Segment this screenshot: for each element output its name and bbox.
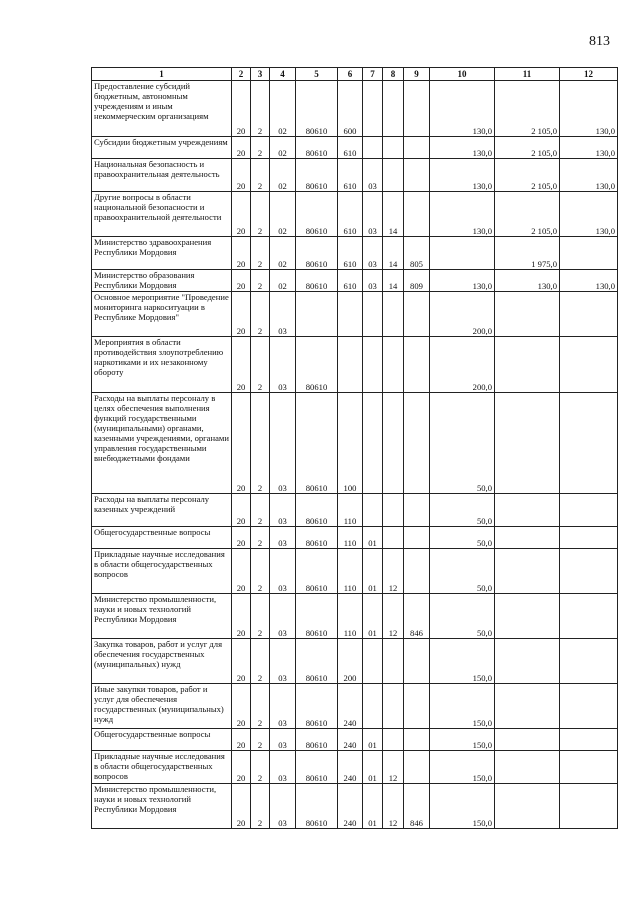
code-cell: 610: [338, 270, 363, 292]
amount-cell: [495, 639, 560, 684]
amount-cell: 150,0: [430, 684, 495, 729]
amount-cell: 50,0: [430, 393, 495, 494]
row-name-cell: Предоставление субсидий бюджетным, автономным учреждениям и иным некоммерческим организациям: [92, 81, 232, 137]
column-header: 8: [383, 68, 404, 81]
code-cell: 01: [363, 549, 383, 594]
code-cell: [383, 729, 404, 751]
code-cell: 80610: [296, 549, 338, 594]
column-header: 2: [232, 68, 251, 81]
code-cell: [363, 81, 383, 137]
code-cell: [363, 684, 383, 729]
column-header: 7: [363, 68, 383, 81]
code-cell: 80610: [296, 729, 338, 751]
code-cell: 80610: [296, 159, 338, 192]
code-cell: [404, 137, 430, 159]
code-cell: [404, 337, 430, 393]
code-cell: 03: [363, 270, 383, 292]
table-row: [92, 292, 618, 337]
code-cell: 846: [404, 784, 430, 829]
code-cell: [404, 684, 430, 729]
amount-cell: [560, 784, 618, 829]
table-row: [92, 159, 618, 192]
code-cell: 01: [363, 594, 383, 639]
code-cell: [383, 137, 404, 159]
code-cell: 20: [232, 684, 251, 729]
code-cell: 20: [232, 549, 251, 594]
code-cell: 2: [251, 784, 270, 829]
column-header: 3: [251, 68, 270, 81]
amount-cell: 150,0: [430, 639, 495, 684]
code-cell: 2: [251, 292, 270, 337]
code-cell: 12: [383, 751, 404, 784]
amount-cell: 1 975,0: [495, 237, 560, 270]
code-cell: 610: [338, 237, 363, 270]
code-cell: 03: [270, 527, 296, 549]
code-cell: 12: [383, 784, 404, 829]
code-cell: 03: [363, 192, 383, 237]
code-cell: 01: [363, 527, 383, 549]
amount-cell: [495, 684, 560, 729]
code-cell: 20: [232, 192, 251, 237]
table-row: [92, 192, 618, 237]
code-cell: 03: [270, 639, 296, 684]
code-cell: 2: [251, 393, 270, 494]
code-cell: 110: [338, 494, 363, 527]
code-cell: [363, 337, 383, 393]
amount-cell: 200,0: [430, 292, 495, 337]
code-cell: 2: [251, 192, 270, 237]
code-cell: [404, 549, 430, 594]
code-cell: 02: [270, 237, 296, 270]
code-cell: 240: [338, 751, 363, 784]
amount-cell: 130,0: [430, 270, 495, 292]
amount-cell: [495, 594, 560, 639]
amount-cell: 2 105,0: [495, 159, 560, 192]
code-cell: 12: [383, 594, 404, 639]
code-cell: 03: [270, 751, 296, 784]
row-name-cell: Основное мероприятие "Проведение мониторинга наркоситуации в Республике Мордовия": [92, 292, 232, 337]
code-cell: 110: [338, 549, 363, 594]
table-row: [92, 527, 618, 549]
table-row: [92, 639, 618, 684]
code-cell: 100: [338, 393, 363, 494]
amount-cell: 150,0: [430, 784, 495, 829]
code-cell: 14: [383, 270, 404, 292]
amount-cell: 150,0: [430, 729, 495, 751]
amount-cell: [560, 494, 618, 527]
code-cell: 80610: [296, 393, 338, 494]
code-cell: [404, 292, 430, 337]
code-cell: [363, 639, 383, 684]
code-cell: 2: [251, 270, 270, 292]
code-cell: 14: [383, 237, 404, 270]
code-cell: 01: [363, 751, 383, 784]
amount-cell: 130,0: [430, 159, 495, 192]
code-cell: 03: [270, 784, 296, 829]
row-name-cell: Прикладные научные исследования в области общегосударственных вопросов: [92, 751, 232, 784]
code-cell: 2: [251, 337, 270, 393]
code-cell: 80610: [296, 684, 338, 729]
code-cell: 610: [338, 137, 363, 159]
code-cell: [383, 292, 404, 337]
table-row: [92, 393, 618, 494]
amount-cell: 2 105,0: [495, 137, 560, 159]
code-cell: [404, 81, 430, 137]
code-cell: [404, 159, 430, 192]
code-cell: 2: [251, 137, 270, 159]
amount-cell: 130,0: [430, 81, 495, 137]
table-row: [92, 729, 618, 751]
row-name-cell: Мероприятия в области противодействия злоупотреблению наркотиками и их незаконному обороту: [92, 337, 232, 393]
amount-cell: 130,0: [560, 81, 618, 137]
amount-cell: 2 105,0: [495, 81, 560, 137]
code-cell: [383, 684, 404, 729]
amount-cell: [560, 292, 618, 337]
code-cell: 20: [232, 784, 251, 829]
code-cell: 03: [270, 393, 296, 494]
amount-cell: [495, 729, 560, 751]
row-name-cell: Министерство образования Республики Мордовия: [92, 270, 232, 292]
code-cell: 610: [338, 159, 363, 192]
column-header: 9: [404, 68, 430, 81]
code-cell: [383, 527, 404, 549]
row-name-cell: Иные закупки товаров, работ и услуг для обеспечения государственных (муниципальных) нужд: [92, 684, 232, 729]
code-cell: 80610: [296, 137, 338, 159]
amount-cell: [430, 237, 495, 270]
code-cell: [383, 81, 404, 137]
code-cell: 20: [232, 527, 251, 549]
code-cell: [404, 527, 430, 549]
code-cell: 20: [232, 81, 251, 137]
row-name-cell: Расходы на выплаты персоналу в целях обеспечения выполнения функций государственными (муниципальными) органами, казенными учреждениями, органами управления государственными внебюджетными фондами: [92, 393, 232, 494]
row-name-cell: Министерство промышленности, науки и новых технологий Республики Мордовия: [92, 784, 232, 829]
code-cell: 02: [270, 159, 296, 192]
code-cell: 2: [251, 527, 270, 549]
code-cell: 2: [251, 751, 270, 784]
amount-cell: 50,0: [430, 594, 495, 639]
amount-cell: [560, 639, 618, 684]
code-cell: 02: [270, 270, 296, 292]
amount-cell: 130,0: [560, 159, 618, 192]
code-cell: 20: [232, 337, 251, 393]
code-cell: [363, 137, 383, 159]
code-cell: [338, 337, 363, 393]
amount-cell: 2 105,0: [495, 192, 560, 237]
amount-cell: [560, 527, 618, 549]
code-cell: 2: [251, 237, 270, 270]
code-cell: 03: [363, 159, 383, 192]
table-row: [92, 137, 618, 159]
table-header-row: [92, 68, 618, 81]
amount-cell: 130,0: [560, 192, 618, 237]
column-header: 6: [338, 68, 363, 81]
code-cell: 805: [404, 237, 430, 270]
code-cell: [404, 729, 430, 751]
code-cell: 200: [338, 639, 363, 684]
code-cell: 809: [404, 270, 430, 292]
code-cell: 03: [270, 549, 296, 594]
column-header: 10: [430, 68, 495, 81]
code-cell: 20: [232, 729, 251, 751]
table-row: [92, 81, 618, 137]
code-cell: 03: [270, 292, 296, 337]
column-header: 5: [296, 68, 338, 81]
code-cell: 80610: [296, 337, 338, 393]
code-cell: [383, 393, 404, 494]
code-cell: 80610: [296, 81, 338, 137]
code-cell: 80610: [296, 751, 338, 784]
amount-cell: [495, 494, 560, 527]
code-cell: 600: [338, 81, 363, 137]
amount-cell: [560, 729, 618, 751]
code-cell: 80610: [296, 639, 338, 684]
amount-cell: 130,0: [495, 270, 560, 292]
code-cell: [363, 292, 383, 337]
row-name-cell: Министерство здравоохранения Республики Мордовия: [92, 237, 232, 270]
amount-cell: [495, 527, 560, 549]
code-cell: 2: [251, 639, 270, 684]
code-cell: 03: [270, 494, 296, 527]
amount-cell: [495, 393, 560, 494]
amount-cell: 130,0: [560, 137, 618, 159]
code-cell: 03: [270, 594, 296, 639]
table-row: [92, 784, 618, 829]
code-cell: [404, 393, 430, 494]
table-row: [92, 270, 618, 292]
code-cell: [383, 159, 404, 192]
amount-cell: [495, 751, 560, 784]
code-cell: 02: [270, 81, 296, 137]
code-cell: 80610: [296, 237, 338, 270]
column-header: 4: [270, 68, 296, 81]
amount-cell: [560, 684, 618, 729]
table-row: [92, 549, 618, 594]
amount-cell: [560, 751, 618, 784]
column-header: 1: [92, 68, 232, 81]
table-body: [92, 81, 618, 829]
row-name-cell: Закупка товаров, работ и услуг для обеспечения государственных (муниципальных) нужд: [92, 639, 232, 684]
code-cell: 846: [404, 594, 430, 639]
code-cell: [383, 494, 404, 527]
code-cell: 80610: [296, 594, 338, 639]
code-cell: 20: [232, 137, 251, 159]
code-cell: 03: [363, 237, 383, 270]
code-cell: [296, 292, 338, 337]
code-cell: 20: [232, 292, 251, 337]
code-cell: 01: [363, 729, 383, 751]
code-cell: 240: [338, 729, 363, 751]
amount-cell: [560, 393, 618, 494]
amount-cell: [495, 337, 560, 393]
code-cell: 20: [232, 270, 251, 292]
code-cell: 80610: [296, 784, 338, 829]
code-cell: 20: [232, 594, 251, 639]
code-cell: 2: [251, 81, 270, 137]
row-name-cell: Субсидии бюджетным учреждениям: [92, 137, 232, 159]
row-name-cell: Прикладные научные исследования в области общегосударственных вопросов: [92, 549, 232, 594]
amount-cell: 130,0: [560, 270, 618, 292]
code-cell: 20: [232, 639, 251, 684]
amount-cell: 50,0: [430, 549, 495, 594]
code-cell: 02: [270, 192, 296, 237]
code-cell: 20: [232, 393, 251, 494]
row-name-cell: Общегосударственные вопросы: [92, 527, 232, 549]
amount-cell: 50,0: [430, 494, 495, 527]
column-header: 11: [495, 68, 560, 81]
code-cell: [383, 639, 404, 684]
row-name-cell: Расходы на выплаты персоналу казенных учреждений: [92, 494, 232, 527]
code-cell: [363, 393, 383, 494]
code-cell: [404, 751, 430, 784]
code-cell: 03: [270, 729, 296, 751]
table-row: [92, 684, 618, 729]
table-row: [92, 237, 618, 270]
code-cell: 20: [232, 159, 251, 192]
code-cell: 20: [232, 494, 251, 527]
code-cell: 2: [251, 494, 270, 527]
table-row: [92, 594, 618, 639]
code-cell: [383, 337, 404, 393]
code-cell: 2: [251, 594, 270, 639]
code-cell: 02: [270, 137, 296, 159]
budget-table: [91, 67, 618, 829]
table-row: [92, 751, 618, 784]
amount-cell: [495, 292, 560, 337]
code-cell: 110: [338, 527, 363, 549]
amount-cell: 50,0: [430, 527, 495, 549]
code-cell: 610: [338, 192, 363, 237]
code-cell: 2: [251, 159, 270, 192]
code-cell: 240: [338, 684, 363, 729]
code-cell: 110: [338, 594, 363, 639]
table-row: [92, 494, 618, 527]
row-name-cell: Другие вопросы в области национальной безопасности и правоохранительной деятельности: [92, 192, 232, 237]
row-name-cell: Национальная безопасность и правоохранительная деятельность: [92, 159, 232, 192]
page-number: 813: [589, 34, 610, 49]
code-cell: 03: [270, 684, 296, 729]
code-cell: [404, 494, 430, 527]
code-cell: 01: [363, 784, 383, 829]
code-cell: 2: [251, 684, 270, 729]
code-cell: 2: [251, 729, 270, 751]
code-cell: 240: [338, 784, 363, 829]
code-cell: 20: [232, 751, 251, 784]
code-cell: 12: [383, 549, 404, 594]
code-cell: [363, 494, 383, 527]
amount-cell: [560, 337, 618, 393]
code-cell: 14: [383, 192, 404, 237]
amount-cell: [560, 237, 618, 270]
table-row: [92, 337, 618, 393]
amount-cell: [560, 549, 618, 594]
code-cell: 03: [270, 337, 296, 393]
amount-cell: [560, 594, 618, 639]
code-cell: 20: [232, 237, 251, 270]
code-cell: 80610: [296, 494, 338, 527]
code-cell: 80610: [296, 527, 338, 549]
amount-cell: 150,0: [430, 751, 495, 784]
amount-cell: 130,0: [430, 137, 495, 159]
code-cell: [404, 192, 430, 237]
code-cell: 2: [251, 549, 270, 594]
row-name-cell: Общегосударственные вопросы: [92, 729, 232, 751]
code-cell: 80610: [296, 192, 338, 237]
row-name-cell: Министерство промышленности, науки и новых технологий Республики Мордовия: [92, 594, 232, 639]
code-cell: 80610: [296, 270, 338, 292]
amount-cell: 200,0: [430, 337, 495, 393]
amount-cell: 130,0: [430, 192, 495, 237]
amount-cell: [495, 549, 560, 594]
amount-cell: [495, 784, 560, 829]
code-cell: [404, 639, 430, 684]
code-cell: [338, 292, 363, 337]
column-header: 12: [560, 68, 618, 81]
